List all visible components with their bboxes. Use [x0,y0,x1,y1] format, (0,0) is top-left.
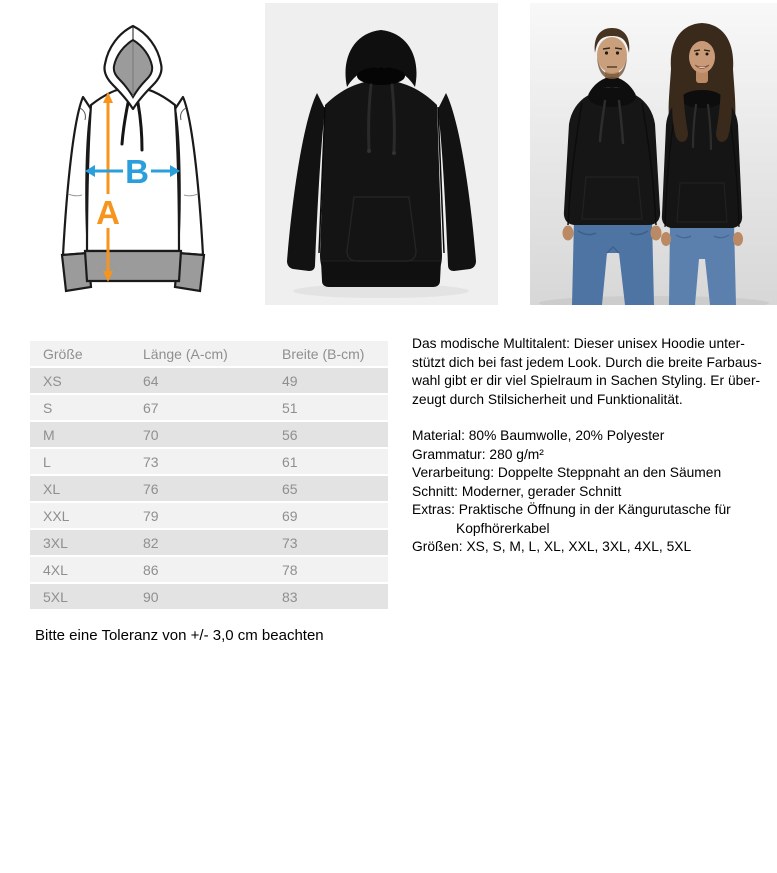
header-width: Breite (B-cm) [282,345,365,362]
cell-width: 69 [282,507,298,524]
cell-width: 73 [282,534,298,551]
size-row [30,449,388,474]
cell-size: M [43,426,55,443]
hoodie-line-drawing [30,8,240,304]
cell-size: XXL [43,507,70,524]
description-specs [412,427,774,557]
cell-length: 73 [143,453,159,470]
cell-size: S [43,399,53,416]
cell-width: 56 [282,426,298,443]
size-row [30,476,388,501]
size-row [30,584,388,609]
size-table-header [30,341,388,366]
spec-extras-continued: Kopfhörerkabel [456,520,550,536]
size-row [30,368,388,393]
spec-material: Material: 80% Baumwolle, 20% Polyester [412,428,665,443]
cell-length: 64 [143,372,159,389]
intro-line: wahl gibt er dir viel Spielraum in Sachen Styling. Er über- [412,373,761,388]
spec-groessen: Größen: XS, S, M, L, XL, XXL, 3XL, 4XL, 5XL [412,539,692,554]
intro-line: Das modische Multitalent: Dieser unisex Hoodie unter- [412,336,745,351]
cell-width: 49 [282,372,298,389]
label-b: B [125,153,149,190]
spec-schnitt: Schnitt: Moderner, gerader Schnitt [412,483,622,499]
models-photo-image[interactable] [530,3,777,305]
cell-width: 83 [282,588,298,605]
size-row [30,530,388,555]
cell-length: 86 [143,561,159,578]
size-row [30,503,388,528]
cell-size: 5XL [43,588,68,605]
cell-length: 90 [143,588,159,605]
intro-line: zeugt durch Stilsicherheit und Funktionalität. [412,391,683,407]
cell-width: 61 [282,453,298,470]
cell-size: 4XL [43,561,68,578]
cell-length: 79 [143,507,159,524]
cell-size: L [43,453,51,470]
cell-size: 3XL [43,534,68,551]
description-intro [412,335,774,409]
couple-wearing-hoodies [530,3,777,305]
cell-length: 67 [143,399,159,416]
header-length: Länge (A-cm) [143,345,228,362]
black-hoodie-front [265,3,498,305]
waistband [85,251,181,281]
cell-length: 82 [143,534,159,551]
size-row [30,422,388,447]
spec-grammatur: Grammatur: 280 g/m² [412,446,544,462]
product-description [412,335,774,557]
size-row [30,395,388,420]
cell-width: 78 [282,561,298,578]
size-row [30,557,388,582]
size-diagram-image[interactable] [30,8,240,304]
size-table [30,341,388,611]
spec-extras: Extras: Praktische Öffnung in der Kängurutasche für [412,502,731,517]
spec-verarbeitung: Verarbeitung: Doppelte Steppnaht an den Säumen [412,465,722,480]
cell-size: XS [43,372,62,389]
cell-length: 70 [143,426,159,443]
tolerance-note: Bitte eine Toleranz von +/- 3,0 cm beachten [35,627,324,644]
label-a: A [96,194,120,231]
cell-width: 65 [282,480,298,497]
cell-size: XL [43,480,61,497]
product-photo-image[interactable] [265,3,498,305]
intro-line: stützt dich bei fast jedem Look. Durch die breite Farbaus- [412,354,762,370]
cell-length: 76 [143,480,159,497]
header-size: Größe [43,345,83,362]
cell-width: 51 [282,399,298,416]
